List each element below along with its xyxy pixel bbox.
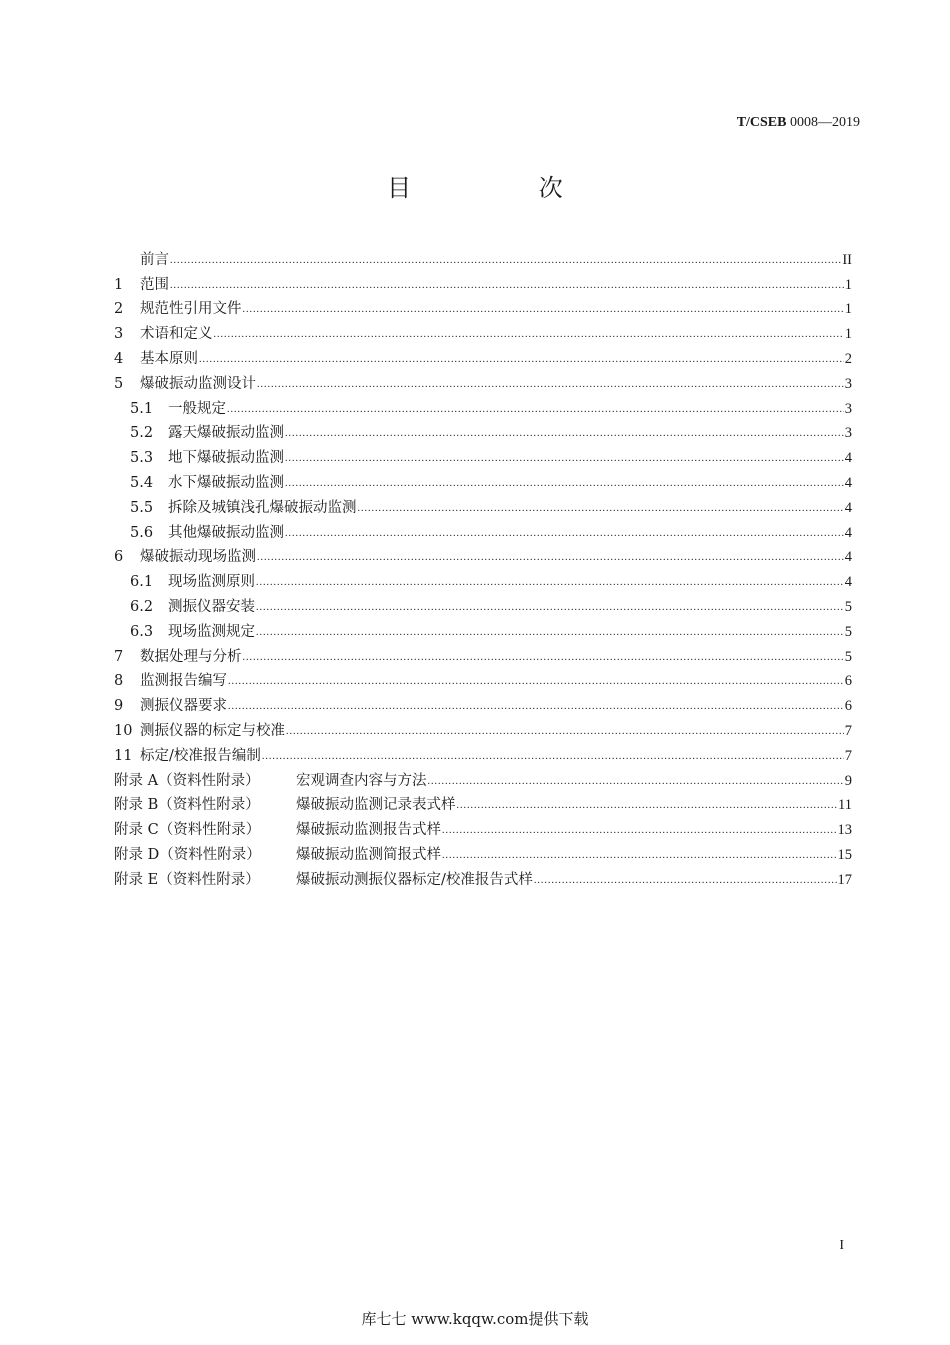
toc-entry[interactable]	[114, 543, 852, 568]
toc-entry-number: 附录 D（资料性附录）	[114, 846, 261, 863]
toc-entry-title: 爆破振动监测设计	[140, 375, 256, 392]
toc-entry-number: 6.3	[130, 623, 154, 640]
toc-leader-dots	[228, 675, 844, 687]
toc-entry[interactable]	[114, 815, 852, 840]
toc-entry-number: 6.2	[130, 598, 154, 615]
toc-entry-page: 13	[837, 822, 852, 839]
toc-entry[interactable]	[114, 369, 852, 394]
toc-entry-number: 附录 A（资料性附录）	[114, 772, 260, 789]
toc-entry[interactable]	[114, 766, 852, 791]
standard-code	[737, 115, 860, 131]
toc-entry-page: 4	[844, 524, 852, 541]
toc-leader-dots	[243, 651, 844, 663]
toc-entry-title: 露天爆破振动监测	[168, 425, 284, 442]
toc-leader-dots	[285, 477, 844, 489]
toc-entry[interactable]	[114, 617, 852, 642]
toc-entry-page: 6	[844, 698, 852, 715]
toc-entry-title: 爆破振动监测记录表式样	[296, 797, 456, 814]
toc-entry-number: 5	[114, 375, 124, 392]
toc-entry[interactable]	[114, 791, 852, 816]
toc-entry[interactable]	[114, 741, 852, 766]
toc-leader-dots	[285, 427, 844, 439]
toc-entry-number: 7	[114, 648, 124, 665]
toc-entry[interactable]	[114, 443, 852, 468]
toc-entry-page: 3	[844, 400, 852, 417]
toc-entry-number: 6	[114, 549, 124, 566]
toc-entry[interactable]	[114, 691, 852, 716]
toc-entry-page: 1	[844, 301, 852, 318]
toc-entry-title: 测振仪器的标定与校准	[140, 722, 285, 739]
toc-entry-page: 5	[844, 623, 852, 640]
toc-leader-dots	[262, 750, 844, 762]
toc-entry-page: 1	[844, 326, 852, 343]
toc-leader-dots	[457, 799, 838, 811]
toc-entry-title: 爆破振动现场监测	[140, 549, 256, 566]
toc-entry-title: 水下爆破振动监测	[168, 474, 284, 491]
toc-entry[interactable]	[114, 716, 852, 741]
toc-entry[interactable]	[114, 518, 852, 543]
table-of-contents	[114, 245, 852, 890]
toc-entry-title: 测振仪器要求	[140, 698, 227, 715]
toc-entry-number: 10	[114, 722, 133, 739]
page-title: 目 次	[387, 174, 623, 202]
toc-entry[interactable]	[114, 245, 852, 270]
toc-entry-number: 6.1	[130, 574, 154, 591]
standard-code-number: 0008—2019	[790, 115, 860, 130]
toc-leader-dots	[256, 576, 844, 588]
toc-entry-title: 爆破振动测振仪器标定/校准报告式样	[296, 871, 533, 888]
toc-entry-page: 5	[844, 648, 852, 665]
toc-leader-dots	[534, 874, 837, 886]
toc-entry-page: 3	[844, 375, 852, 392]
toc-leader-dots	[199, 353, 844, 365]
toc-entry-page: 4	[844, 474, 852, 491]
toc-entry-number: 5.4	[130, 474, 154, 491]
toc-entry-title: 爆破振动监测报告式样	[296, 822, 441, 839]
toc-leader-dots	[257, 551, 844, 563]
toc-entry-page: 3	[844, 425, 852, 442]
toc-entry[interactable]	[114, 295, 852, 320]
toc-entry-title: 标定/校准报告编制	[140, 747, 261, 764]
toc-entry-number: 1	[114, 276, 124, 293]
toc-entry[interactable]	[114, 642, 852, 667]
toc-entry-page: 2	[844, 350, 852, 367]
toc-leader-dots	[228, 700, 844, 712]
toc-entry-number: 5.3	[130, 450, 154, 467]
toc-entry-title: 其他爆破振动监测	[168, 524, 284, 541]
page-number: I	[839, 1238, 844, 1253]
toc-entry-title: 监测报告编写	[140, 673, 227, 690]
toc-entry-title: 现场监测原则	[168, 574, 255, 591]
toc-entry[interactable]	[114, 319, 852, 344]
toc-entry-number: 附录 C（资料性附录）	[114, 822, 261, 839]
toc-entry-title: 范围	[140, 276, 169, 293]
toc-leader-dots	[214, 328, 844, 340]
toc-leader-dots	[285, 527, 844, 539]
toc-leader-dots	[243, 303, 844, 315]
toc-entry[interactable]	[114, 840, 852, 865]
toc-entry[interactable]	[114, 394, 852, 419]
toc-leader-dots	[358, 502, 844, 514]
toc-entry-title: 宏观调查内容与方法	[296, 772, 427, 789]
toc-entry[interactable]	[114, 667, 852, 692]
toc-entry-page: 11	[838, 797, 852, 814]
toc-entry-title: 前言	[140, 251, 169, 268]
toc-entry-page: 4	[844, 450, 852, 467]
toc-entry-number: 5.2	[130, 425, 154, 442]
toc-leader-dots	[227, 403, 844, 415]
toc-entry-title: 地下爆破振动监测	[168, 450, 284, 467]
toc-entry-page: 4	[844, 499, 852, 516]
toc-entry[interactable]	[114, 592, 852, 617]
toc-entry-number: 8	[114, 673, 124, 690]
toc-entry-page: 6	[844, 673, 852, 690]
toc-entry-page: 7	[844, 722, 852, 739]
toc-entry-title: 测振仪器安装	[168, 598, 255, 615]
toc-leader-dots	[256, 601, 844, 613]
toc-entry-number: 2	[114, 301, 124, 318]
toc-leader-dots	[442, 824, 837, 836]
toc-entry-title: 一般规定	[168, 400, 226, 417]
toc-entry-number: 附录 B（资料性附录）	[114, 797, 260, 814]
toc-entry[interactable]	[114, 270, 852, 295]
toc-leader-dots	[170, 254, 841, 266]
toc-entry-number: 9	[114, 698, 124, 715]
toc-entry-number: 4	[114, 350, 124, 367]
toc-entry-number: 11	[114, 747, 133, 764]
toc-entry-page: 5	[844, 598, 852, 615]
toc-entry-number: 3	[114, 326, 124, 343]
footer-download-note: 库七七 www.kqqw.com提供下载	[361, 1310, 589, 1328]
toc-entry-number: 5.1	[130, 400, 154, 417]
toc-entry-page: II	[842, 251, 852, 268]
toc-entry-page: 4	[844, 549, 852, 566]
toc-leader-dots	[442, 849, 837, 861]
toc-entry-title: 规范性引用文件	[140, 301, 242, 318]
toc-entry[interactable]	[114, 419, 852, 444]
toc-leader-dots	[285, 452, 844, 464]
toc-entry-title: 现场监测规定	[168, 623, 255, 640]
toc-entry-title: 基本原则	[140, 350, 198, 367]
toc-entry-page: 17	[837, 871, 852, 888]
toc-entry-number: 5.6	[130, 524, 154, 541]
toc-entry-title: 术语和定义	[140, 326, 213, 343]
toc-entry[interactable]	[114, 468, 852, 493]
toc-entry-page: 1	[844, 276, 852, 293]
toc-entry-page: 7	[844, 747, 852, 764]
toc-entry[interactable]	[114, 567, 852, 592]
toc-leader-dots	[286, 725, 844, 737]
toc-entry-page: 9	[844, 772, 852, 789]
toc-leader-dots	[428, 775, 844, 787]
toc-entry-title: 数据处理与分析	[140, 648, 242, 665]
toc-entry-page: 15	[837, 846, 852, 863]
toc-entry-page: 4	[844, 574, 852, 591]
toc-entry-title: 拆除及城镇浅孔爆破振动监测	[168, 499, 357, 516]
toc-leader-dots	[257, 378, 844, 390]
toc-leader-dots	[256, 626, 844, 638]
toc-entry-title: 爆破振动监测简报式样	[296, 846, 441, 863]
toc-entry[interactable]	[114, 344, 852, 369]
toc-entry-number: 附录 E（资料性附录）	[114, 871, 260, 888]
toc-entry-number: 5.5	[130, 499, 154, 516]
toc-entry[interactable]	[114, 493, 852, 518]
toc-entry[interactable]	[114, 865, 852, 890]
toc-leader-dots	[170, 279, 844, 291]
standard-code-prefix: T/CSEB	[736, 115, 787, 130]
